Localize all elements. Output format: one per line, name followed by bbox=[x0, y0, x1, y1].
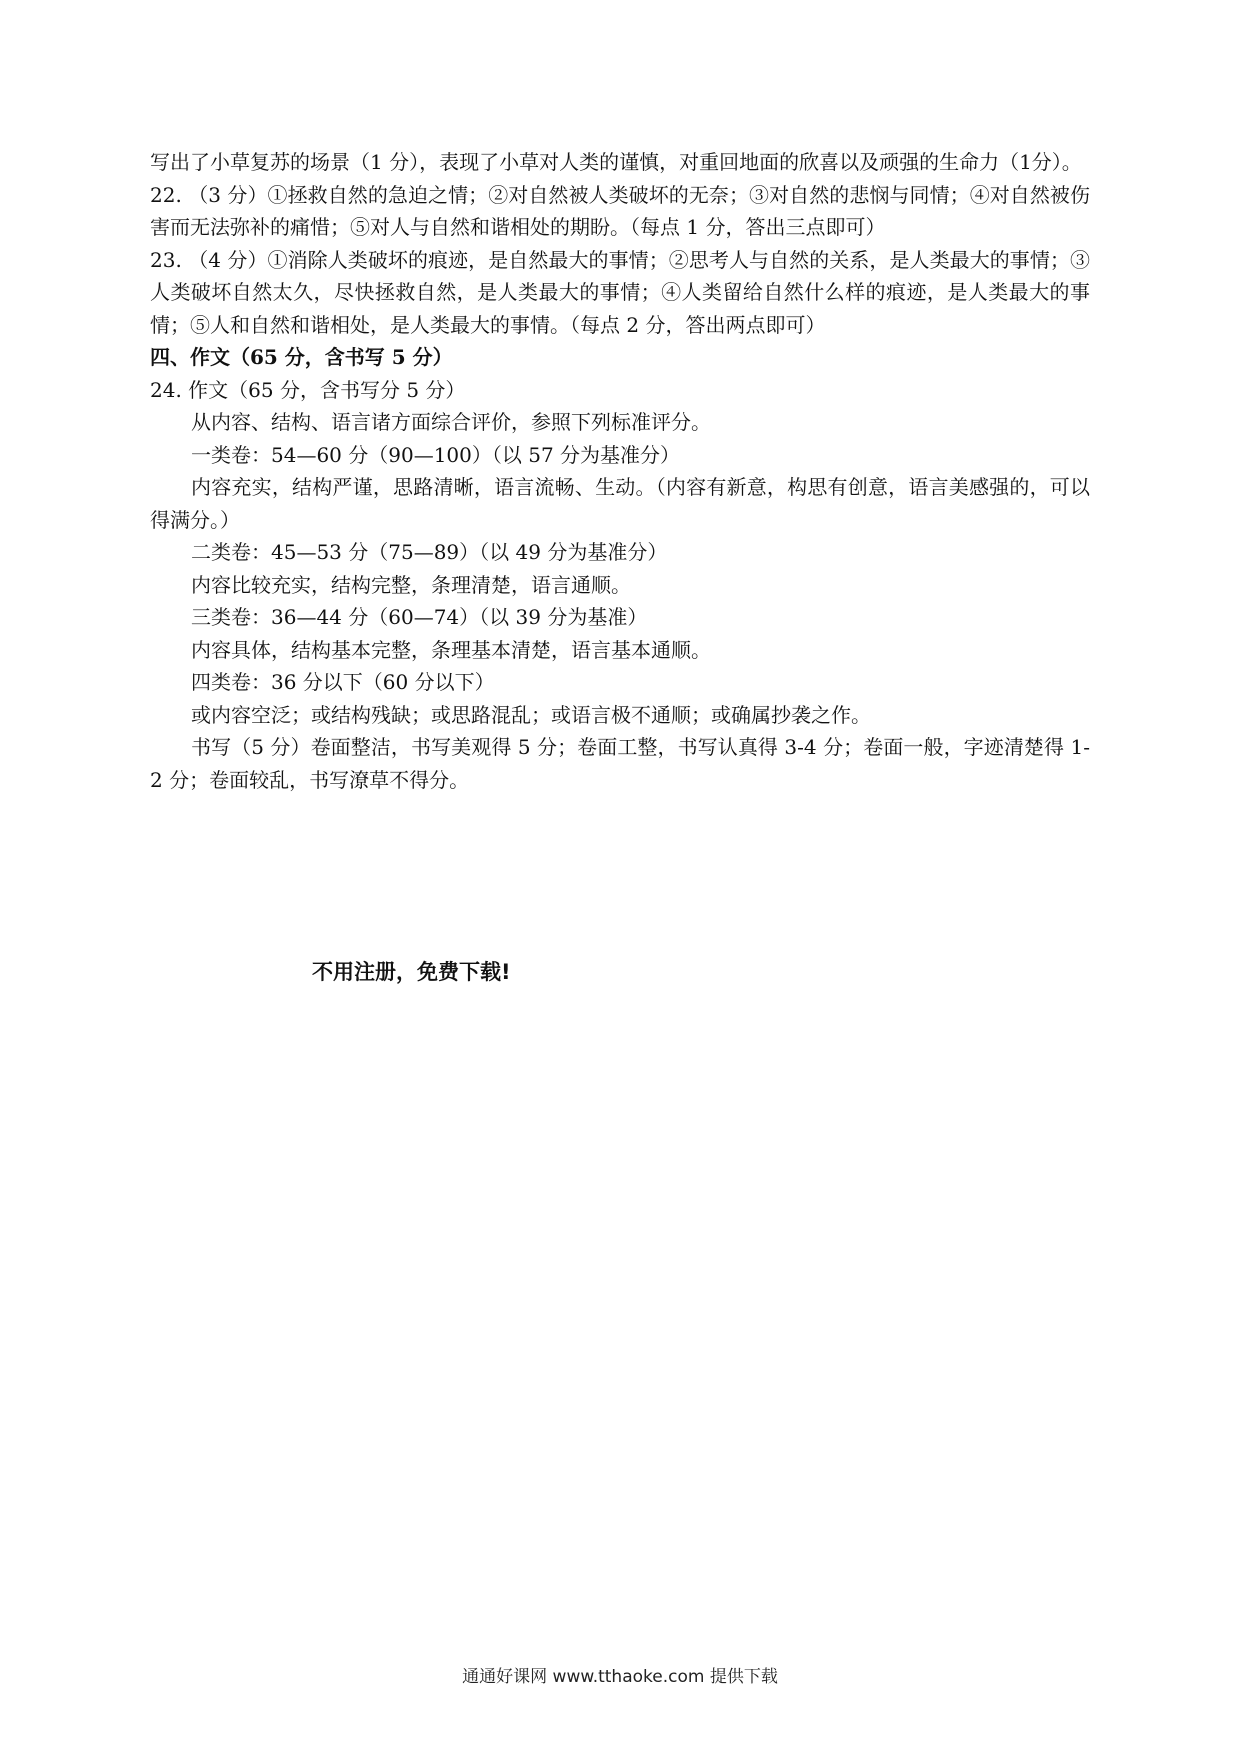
answer-paragraph: 内容比较充实，结构完整，条理清楚，语言通顺。 bbox=[191, 572, 631, 597]
answer-paragraph: 24. 作文（65 分，含书写分 5 分） bbox=[150, 377, 466, 402]
answer-paragraph: 书写（5 分）卷面整洁，书写美观得 5 分；卷面工整，书写认真得 3-4 分；卷面一般，字迹清楚得 1-2 分；卷面较乱，书写潦草不得分。 bbox=[150, 735, 1090, 792]
section-heading: 四、作文（65 分，含书写 5 分） bbox=[150, 345, 453, 369]
page-footer: 通通好课网 www.tthaoke.com 提供下载 bbox=[462, 1667, 778, 1687]
answer-paragraph: 一类卷：54—60 分（90—100）（以 57 分为基准分） bbox=[191, 442, 681, 467]
answer-paragraph: 内容充实，结构严谨，思路清晰，语言流畅、生动。（内容有新意，构思有创意，语言美感强的，可以得满分。） bbox=[150, 475, 1090, 532]
answer-paragraph: 内容具体，结构基本完整，条理基本清楚，语言基本通顺。 bbox=[191, 637, 711, 662]
answer-paragraph: 从内容、结构、语言诸方面综合评价，参照下列标准评分。 bbox=[191, 410, 711, 434]
answer-paragraph: 三类卷：36—44 分（60—74）（以 39 分为基准） bbox=[191, 605, 648, 629]
answer-paragraph: 或内容空泛；或结构残缺；或思路混乱；或语言极不通顺；或确属抄袭之作。 bbox=[191, 702, 871, 727]
promo-text: 不用注册，免费下载! bbox=[312, 960, 511, 984]
answer-paragraph: 22. （3 分）①拯救自然的急迫之情；②对自然被人类破坏的无奈；③对自然的悲悯与同情；④对自然被伤害而无法弥补的痛惜；⑤对人与自然和谐相处的期盼。（每点 1 分，答出三点即可） bbox=[150, 182, 1090, 239]
answer-paragraph: 23. （4 分）①消除人类破坏的痕迹，是自然最大的事情；②思考人与自然的关系，是人类最大的事情；③人类破坏自然太久，尽快拯救自然，是人类最大的事情；④人类留给自然什么样的痕迹，是人类最大的事情；⑤人和自然和谐相处，是人类最大的事情。（每点 2 分，答出两点即可） bbox=[150, 247, 1090, 337]
answer-content bbox=[150, 146, 1090, 796]
answer-paragraph: 二类卷：45—53 分（75—89）（以 49 分为基准分） bbox=[191, 540, 668, 564]
answer-paragraph: 四类卷：36 分以下（60 分以下） bbox=[191, 670, 495, 694]
answer-paragraph: 写出了小草复苏的场景（1 分），表现了小草对人类的谨慎，对重回地面的欣喜以及顽强的生命力（1分）。 bbox=[150, 150, 1082, 174]
